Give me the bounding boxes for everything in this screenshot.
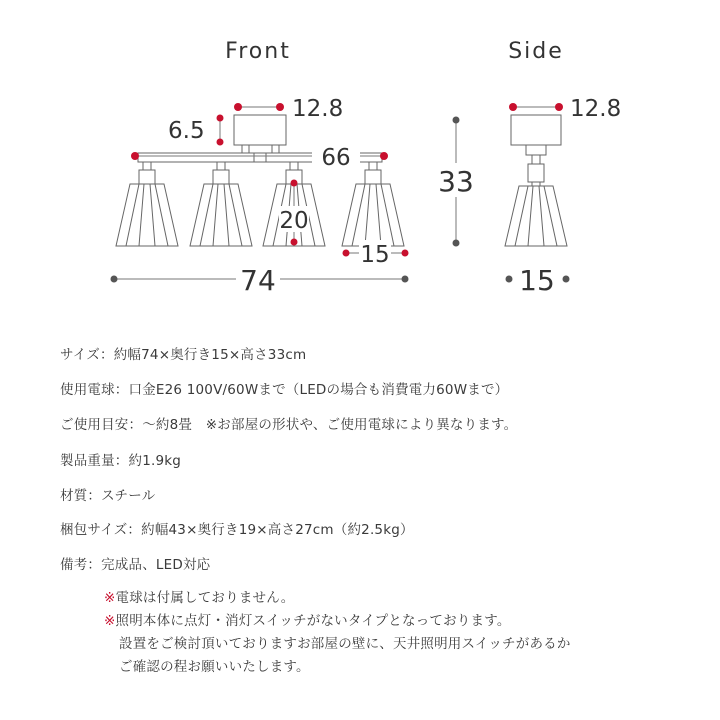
front-base-height-label: 6.5 [168, 118, 205, 144]
note-bulb-not-included [104, 586, 294, 606]
overall-width-label: 74 [240, 264, 276, 297]
shade-2 [190, 162, 252, 246]
spec-size: サイズ：約幅74×奥行き15×高さ33cm [60, 347, 307, 363]
note-text: 設置をご検討頂いておりますお部屋の壁に、天井照明用スイッチがあるか [119, 636, 571, 652]
dimension-diagram [0, 0, 720, 330]
note-no-switch [104, 609, 511, 629]
note-check-switch-1 [119, 632, 571, 652]
note-check-switch-2 [119, 655, 310, 675]
spec-room-size: ご使用目安：～約8畳 ※お部屋の形状や、ご使用電球により異なります。 [60, 417, 518, 433]
front-base-width-label: 12.8 [292, 96, 344, 122]
front-ceiling-base [234, 115, 286, 145]
front-fixture [116, 115, 404, 246]
front-view-title: Front [225, 39, 291, 64]
overall-height-label: 33 [438, 165, 474, 198]
side-depth-label: 15 [519, 264, 555, 297]
side-view-title: Side [508, 39, 564, 64]
note-text: 電球は付属しておりません。 [115, 590, 295, 606]
bar-width-label: 66 [321, 145, 351, 171]
spec-bulb: 使用電球：口金E26 100V/60Wまで（LEDの場合も消費電力60Wまで） [60, 382, 509, 398]
side-ceiling-base [511, 115, 561, 145]
shade-1 [116, 162, 178, 246]
note-text: 照明本体に点灯・消灯スイッチがないタイプとなっております。 [115, 613, 511, 629]
shade-width-label: 15 [360, 242, 390, 268]
note-mark: ※ [104, 590, 116, 606]
note-text: ご確認の程お願いいたします。 [119, 659, 310, 675]
shade-height-label: 20 [279, 208, 309, 234]
spec-weight: 製品重量：約1.9kg [60, 453, 182, 469]
side-fixture [505, 115, 567, 246]
note-mark: ※ [104, 613, 116, 629]
side-base-width-label: 12.8 [570, 96, 622, 122]
spec-remarks: 備考：完成品、LED対応 [60, 557, 211, 573]
shade-4 [342, 162, 404, 246]
spec-package-size: 梱包サイズ：約幅43×奥行き19×高さ27cm（約2.5kg） [60, 522, 414, 538]
spec-material: 材質：スチール [60, 488, 156, 504]
